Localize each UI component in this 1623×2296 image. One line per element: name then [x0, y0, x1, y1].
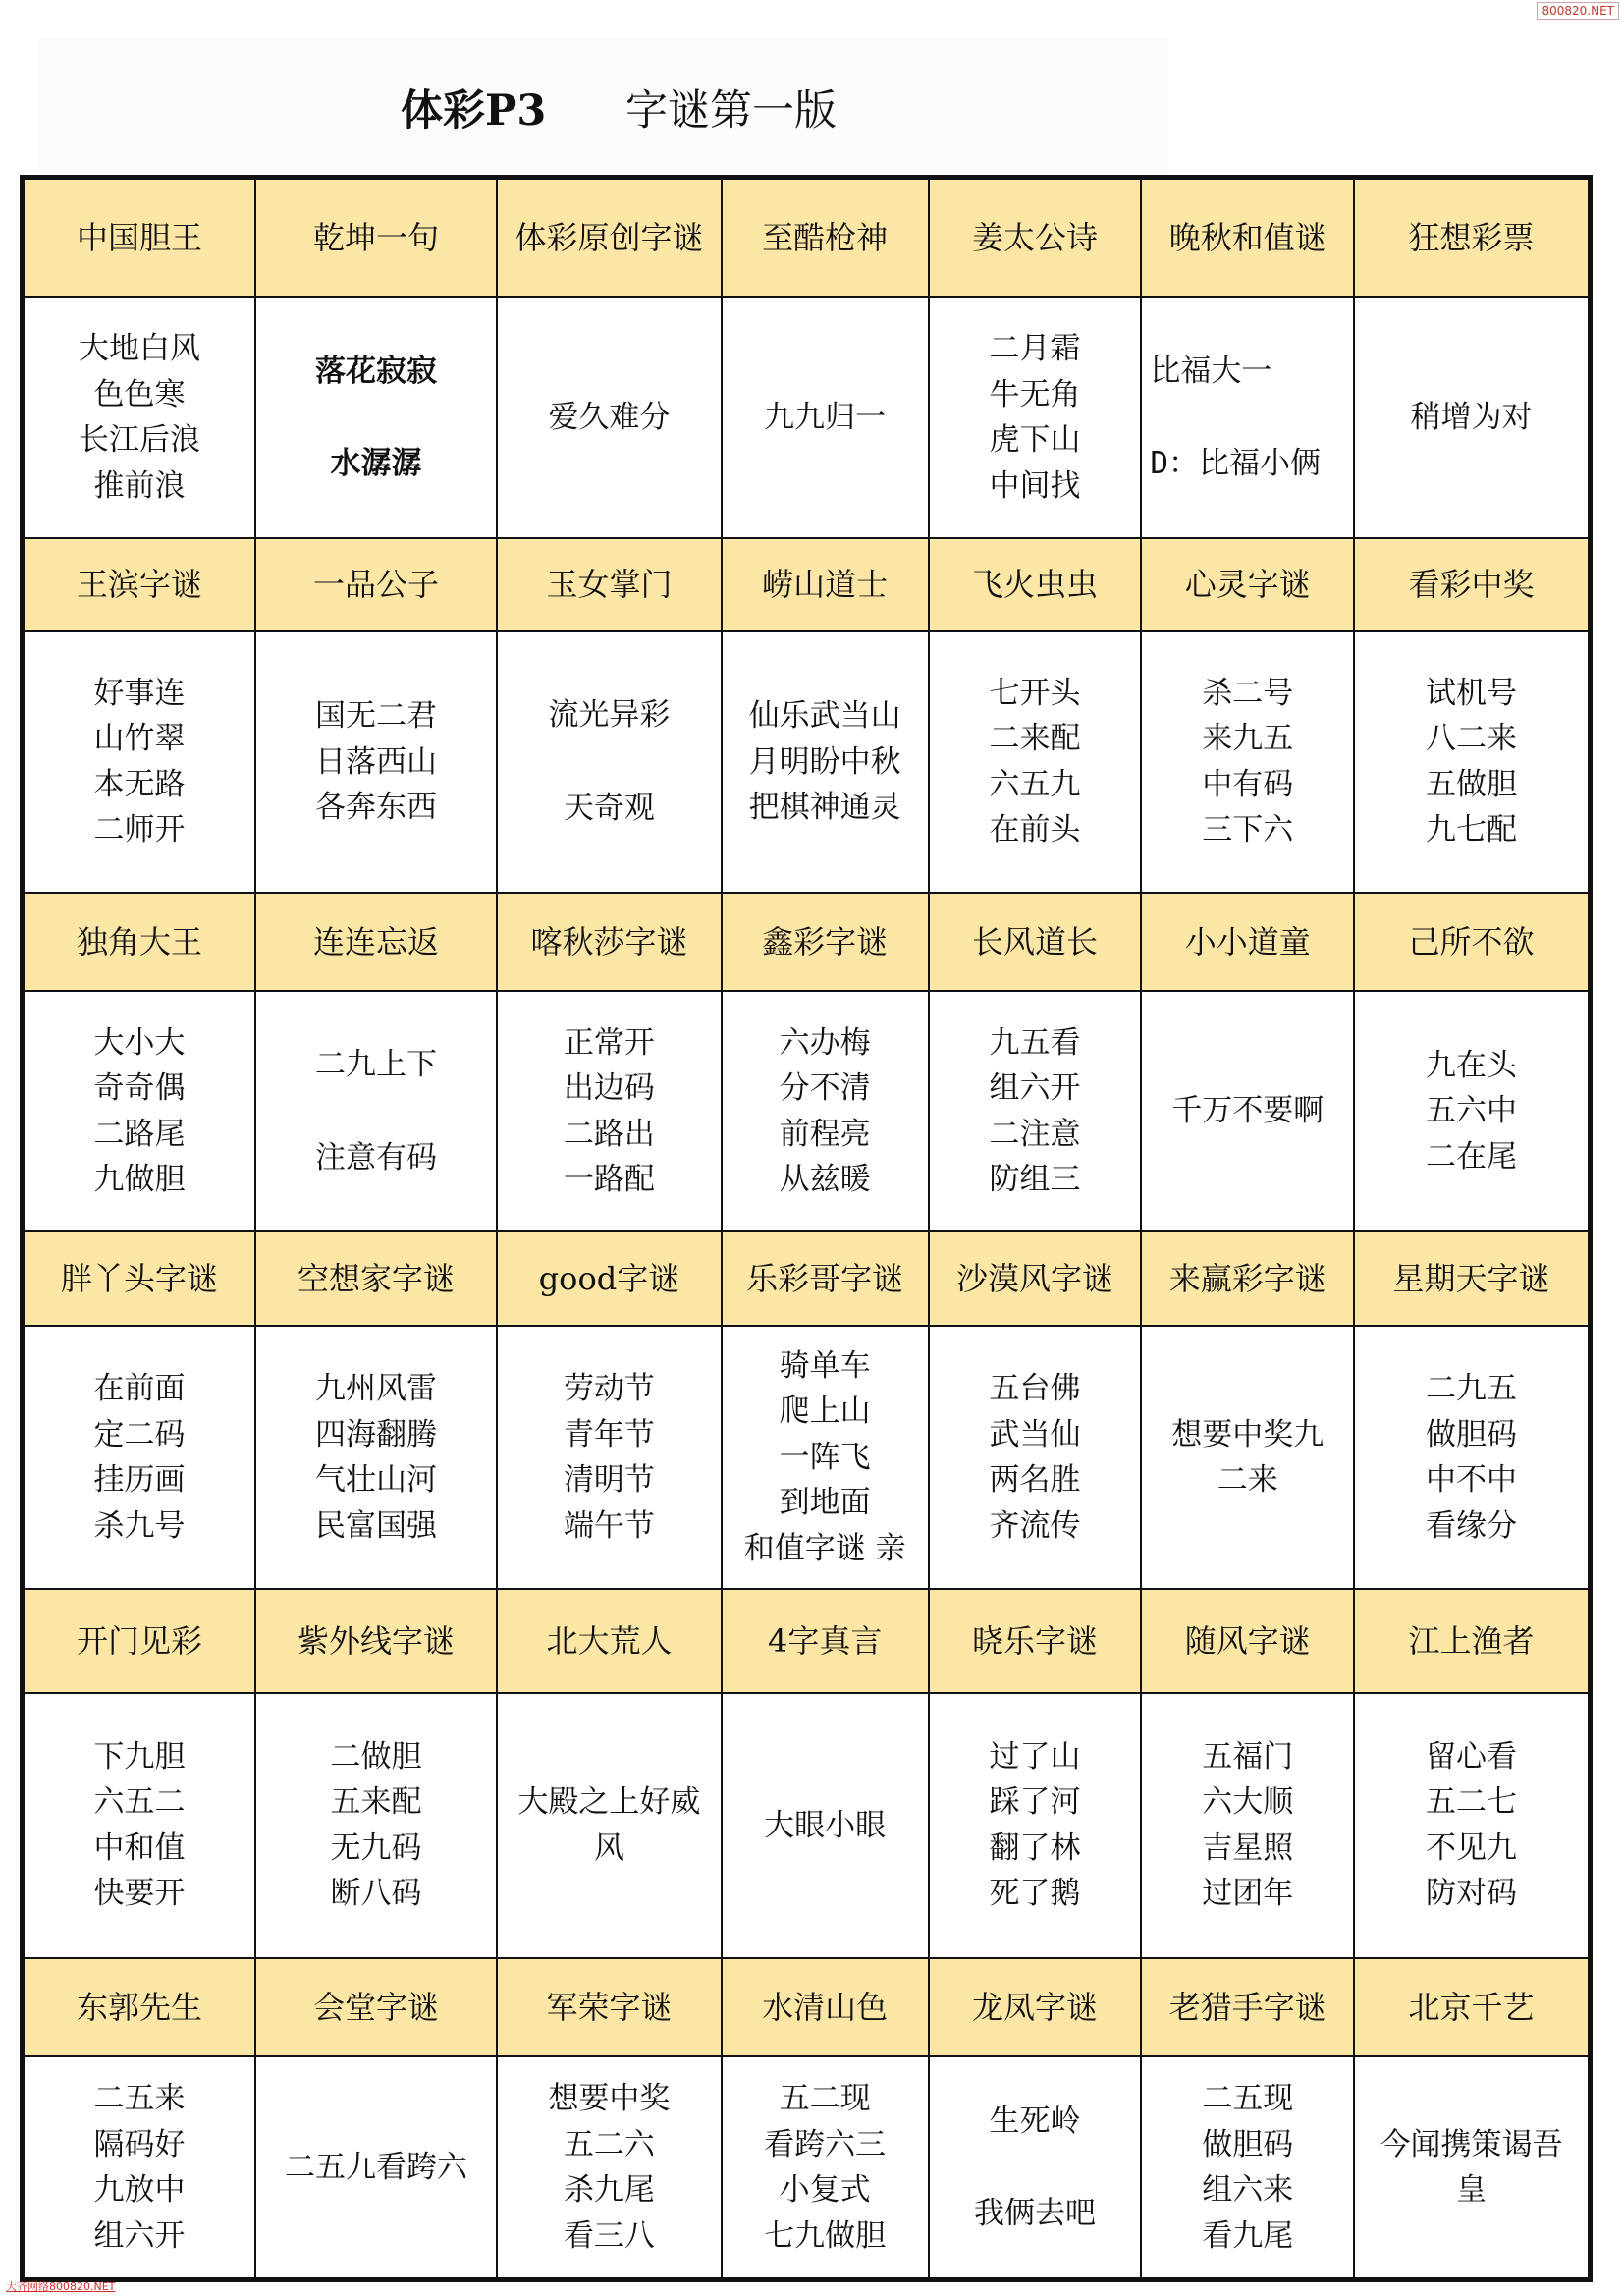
riddle-line: 好事连	[93, 675, 186, 711]
column-header: 江上渔者	[1354, 1589, 1589, 1692]
riddle-line: 正常开	[563, 1024, 655, 1061]
riddle-cell	[255, 1326, 497, 1590]
riddle-line: 五台佛	[989, 1371, 1081, 1406]
riddle-cell	[1354, 1693, 1589, 1959]
riddle-line: 色色寒	[93, 376, 186, 412]
riddle-line: 吉星照	[1202, 1830, 1294, 1866]
riddle-cell	[1354, 631, 1589, 893]
riddle-row	[24, 991, 1589, 1232]
riddle-cell	[1141, 1693, 1354, 1959]
riddle-line: 中有码	[1202, 766, 1294, 802]
riddle-line: 组六来	[1202, 2172, 1294, 2209]
riddle-cell	[255, 1693, 497, 1959]
riddle-line: 从兹暖	[779, 1162, 871, 1198]
riddle-line: 风	[593, 1830, 624, 1866]
riddle-line: 大殿之上好威	[517, 1784, 701, 1821]
header-row	[24, 538, 1589, 631]
riddle-line: 死了鹅	[989, 1876, 1081, 1912]
riddle-line: 试机号	[1426, 675, 1518, 711]
riddle-line: 齐流传	[989, 1507, 1081, 1544]
riddle-cell	[929, 2056, 1142, 2278]
column-header: good字谜	[497, 1231, 722, 1325]
column-header: 军荣字谜	[497, 1958, 722, 2056]
riddle-line: 看三八	[563, 2217, 655, 2254]
riddle-cell	[929, 991, 1142, 1232]
riddle-line: 稍增为对	[1410, 399, 1533, 435]
riddle-line: 防对码	[1426, 1876, 1518, 1912]
riddle-cell	[1141, 2056, 1354, 2278]
riddle-line: 做胆码	[1202, 2126, 1294, 2162]
column-header: 连连忘返	[255, 893, 497, 991]
column-header: 紫外线字谜	[255, 1589, 497, 1692]
riddle-line: 看九尾	[1202, 2217, 1294, 2254]
riddle-line: 在前头	[989, 812, 1081, 848]
header-row	[24, 1231, 1589, 1325]
column-header: 王滨字谜	[24, 538, 255, 631]
riddle-cell	[497, 1693, 722, 1959]
riddle-line: 六大顺	[1202, 1784, 1294, 1821]
riddle-line: 日落西山	[315, 743, 438, 780]
riddle-line: 七九做胆	[764, 2217, 887, 2254]
column-header: 喀秋莎字谜	[497, 893, 722, 991]
riddle-cell	[255, 991, 497, 1232]
riddle-line: 二五来	[93, 2081, 186, 2117]
column-header: 狂想彩票	[1354, 179, 1589, 297]
riddle-line: 虎下山	[989, 422, 1081, 459]
header-row	[24, 893, 1589, 991]
column-header: 晚秋和值谜	[1141, 179, 1354, 297]
riddle-cell	[722, 297, 929, 538]
riddle-line: 九七配	[1426, 812, 1518, 848]
riddle-line: 五二六	[563, 2126, 655, 2162]
riddle-line: 中间找	[989, 467, 1081, 504]
riddle-line: 大地白风	[78, 331, 200, 367]
riddle-cell	[1354, 297, 1589, 538]
riddle-row	[24, 2056, 1589, 2278]
column-header: 一品公子	[255, 538, 497, 631]
riddle-line: 二来	[1217, 1462, 1278, 1498]
riddle-line: 分不清	[779, 1070, 871, 1107]
column-header: 开门见彩	[24, 1589, 255, 1692]
riddle-line: 皇	[1456, 2172, 1488, 2209]
riddle-row	[24, 297, 1589, 538]
column-header: 小小道童	[1141, 893, 1354, 991]
riddle-line: 九做胆	[93, 1162, 186, 1198]
riddle-cell	[24, 1693, 255, 1959]
title-banner	[39, 37, 1168, 173]
title-left: 体彩P3	[401, 86, 547, 136]
riddle-line: 二九五	[1426, 1371, 1518, 1406]
riddle-cell	[1141, 297, 1354, 538]
riddle-line: 二五现	[1202, 2081, 1294, 2117]
riddle-line: 清明节	[563, 1462, 655, 1498]
riddle-cell	[497, 297, 722, 538]
column-header: 星期天字谜	[1354, 1231, 1589, 1325]
riddle-line: 推前浪	[93, 467, 186, 504]
riddle-cell	[497, 991, 722, 1232]
column-header: 胖丫头字谜	[24, 1231, 255, 1325]
riddle-cell	[497, 2056, 722, 2278]
riddle-cell	[929, 297, 1142, 538]
riddle-line: 六五九	[989, 766, 1081, 802]
riddle-line: 国无二君	[315, 698, 438, 735]
riddle-line: 杀九号	[93, 1507, 186, 1544]
riddle-line: 杀九尾	[563, 2172, 655, 2209]
column-header: 会堂字谜	[255, 1958, 497, 2056]
riddle-cell	[255, 631, 497, 893]
riddle-line: 中和值	[93, 1830, 186, 1866]
header-row	[24, 179, 1589, 297]
column-header: 龙凤字谜	[929, 1958, 1142, 2056]
riddle-line: 五六中	[1426, 1093, 1518, 1129]
riddle-line: 八二来	[1426, 721, 1518, 757]
column-header: 乾坤一句	[255, 179, 497, 297]
watermark-top: 800820.NET	[1537, 2, 1619, 20]
riddle-cell	[1354, 1326, 1589, 1590]
column-header: 老猎手字谜	[1141, 1958, 1354, 2056]
column-header: 随风字谜	[1141, 1589, 1354, 1692]
riddle-line: 青年节	[563, 1416, 655, 1452]
riddle-line: 看跨六三	[764, 2126, 887, 2162]
riddle-line: 一路配	[563, 1162, 655, 1198]
riddle-cell	[497, 1326, 722, 1590]
riddle-line: 天奇观	[563, 790, 655, 826]
riddle-line: 和值字谜 亲	[743, 1530, 906, 1566]
riddle-line: 我俩去吧	[973, 2196, 1096, 2232]
riddle-line: 五来配	[330, 1784, 422, 1821]
riddle-row	[24, 1326, 1589, 1590]
column-header: 玉女掌门	[497, 538, 722, 631]
riddle-line: 隔码好	[93, 2126, 186, 2162]
riddle-line: 仙乐武当山	[748, 698, 901, 735]
column-header: 4字真言	[722, 1589, 929, 1692]
riddle-line: 断八码	[330, 1876, 422, 1912]
riddle-line: 二路出	[563, 1116, 655, 1152]
riddle-line: 奇奇偶	[93, 1070, 186, 1107]
riddle-cell	[1141, 1326, 1354, 1590]
riddle-line: 二做胆	[330, 1738, 422, 1775]
riddle-line: 中不中	[1426, 1462, 1518, 1498]
column-header: 空想家字谜	[255, 1231, 497, 1325]
column-header: 姜太公诗	[929, 179, 1142, 297]
riddle-cell	[722, 991, 929, 1232]
riddle-line: 各奔东西	[315, 790, 438, 826]
column-header: 飞火虫虫	[929, 538, 1142, 631]
riddle-line: 山竹翠	[93, 721, 186, 757]
riddle-line: 注意有码	[315, 1139, 438, 1175]
riddle-line: 大眼小眼	[764, 1807, 887, 1843]
riddle-line: 今闻携策谒吾	[1380, 2126, 1563, 2162]
column-header: 长风道长	[929, 893, 1142, 991]
riddle-line: 生死岭	[989, 2103, 1081, 2139]
riddle-line: 两名胜	[989, 1462, 1081, 1498]
riddle-line: 留心看	[1426, 1738, 1518, 1775]
riddle-line: 本无路	[93, 766, 186, 802]
riddle-cell	[1354, 2056, 1589, 2278]
riddle-cell	[929, 1326, 1142, 1590]
riddle-line: 五二七	[1426, 1784, 1518, 1821]
riddle-table	[23, 178, 1590, 2279]
riddle-cell	[24, 297, 255, 538]
riddle-line: 五二现	[779, 2081, 871, 2117]
riddle-line: 爬上山	[779, 1394, 871, 1430]
riddle-line: 比福大一	[1150, 353, 1272, 389]
riddle-line: 前程亮	[779, 1116, 871, 1152]
riddle-line: 武当仙	[989, 1416, 1081, 1452]
column-header: 独角大王	[24, 893, 255, 991]
riddle-line: 来九五	[1202, 721, 1294, 757]
column-header: 中国胆王	[24, 179, 255, 297]
column-header: 至酷枪神	[722, 179, 929, 297]
riddle-line: 气壮山河	[315, 1462, 438, 1498]
riddle-cell	[24, 2056, 255, 2278]
riddle-line: 二师开	[93, 812, 186, 848]
riddle-line: 不见九	[1426, 1830, 1518, 1866]
riddle-line: 快要开	[93, 1876, 186, 1912]
riddle-line: 组六开	[93, 2217, 186, 2254]
riddle-row	[24, 631, 1589, 893]
riddle-line: 九九归一	[764, 399, 887, 435]
riddle-line: 二在尾	[1426, 1138, 1518, 1175]
column-header: 崂山道士	[722, 538, 929, 631]
riddle-line: 挂历画	[93, 1462, 186, 1498]
column-header: 晓乐字谜	[929, 1589, 1142, 1692]
riddle-line: 三下六	[1202, 812, 1294, 848]
riddle-line: 大小大	[93, 1024, 186, 1061]
column-header: 心灵字谜	[1141, 538, 1354, 631]
riddle-line: 二五九看跨六	[285, 2149, 468, 2185]
riddle-line: 踩了河	[989, 1784, 1081, 1821]
riddle-line: 水潺潺	[330, 446, 422, 482]
riddle-line: 九在头	[1426, 1047, 1518, 1083]
riddle-line: 防组三	[989, 1162, 1081, 1198]
riddle-line: 无九码	[330, 1830, 422, 1866]
riddle-line: 七开头	[989, 675, 1081, 711]
riddle-line: 定二码	[93, 1416, 186, 1452]
riddle-line: D：比福小俩	[1150, 446, 1321, 482]
header-row	[24, 1589, 1589, 1692]
riddle-line: 在前面	[93, 1371, 186, 1406]
riddle-line: 出边码	[563, 1070, 655, 1107]
riddle-line: 流光异彩	[548, 697, 671, 734]
riddle-line: 过团年	[1202, 1876, 1294, 1912]
riddle-line: 千万不要啊	[1171, 1093, 1325, 1129]
riddle-line: 下九胆	[93, 1738, 186, 1775]
riddle-line: 五福门	[1202, 1738, 1294, 1775]
riddle-cell	[722, 2056, 929, 2278]
riddle-line: 五做胆	[1426, 766, 1518, 802]
riddle-cell	[255, 2056, 497, 2278]
riddle-line: 一阵飞	[779, 1439, 871, 1475]
riddle-cell	[722, 1326, 929, 1590]
riddle-cell	[497, 631, 722, 893]
riddle-line: 看缘分	[1426, 1507, 1518, 1544]
riddle-line: 把棋神通灵	[748, 790, 901, 826]
riddle-line: 端午节	[563, 1507, 655, 1544]
riddle-line: 二九上下	[315, 1047, 438, 1083]
header-row	[24, 1958, 1589, 2056]
riddle-line: 二来配	[989, 721, 1081, 757]
riddle-line: 过了山	[989, 1738, 1081, 1775]
riddle-line: 骑单车	[779, 1347, 871, 1384]
title-right: 字谜第一版	[625, 86, 837, 136]
riddle-line: 想要中奖九	[1171, 1416, 1325, 1452]
watermark-bottom: 大齐网络800820.NET	[6, 2280, 116, 2293]
riddle-line: 九放中	[93, 2172, 186, 2209]
column-header: 东郭先生	[24, 1958, 255, 2056]
riddle-line: 落花寂寂	[315, 353, 438, 389]
riddle-cell	[1141, 631, 1354, 893]
column-header: 北京千艺	[1354, 1958, 1589, 2056]
riddle-line: 二路尾	[93, 1116, 186, 1152]
riddle-line: 民富国强	[315, 1507, 438, 1544]
riddle-cell	[24, 1326, 255, 1590]
riddle-cell	[1141, 991, 1354, 1232]
riddle-line: 到地面	[779, 1485, 871, 1521]
riddle-line: 六办梅	[779, 1024, 871, 1061]
riddle-line: 做胆码	[1426, 1416, 1518, 1452]
riddle-cell	[929, 631, 1142, 893]
riddle-line: 长江后浪	[78, 422, 200, 459]
riddle-line: 二月霜	[989, 331, 1081, 367]
riddle-cell	[255, 297, 497, 538]
riddle-cell	[24, 991, 255, 1232]
column-header: 体彩原创字谜	[497, 179, 722, 297]
column-header: 水清山色	[722, 1958, 929, 2056]
riddle-line: 九五看	[989, 1024, 1081, 1061]
riddle-cell	[929, 1693, 1142, 1959]
riddle-cell	[722, 631, 929, 893]
column-header: 乐彩哥字谜	[722, 1231, 929, 1325]
riddle-row	[24, 1693, 1589, 1959]
riddle-line: 牛无角	[989, 376, 1081, 412]
riddle-line: 爱久难分	[548, 399, 671, 435]
riddle-line: 翻了林	[989, 1830, 1081, 1866]
riddle-line: 二注意	[989, 1116, 1081, 1152]
column-header: 鑫彩字谜	[722, 893, 929, 991]
column-header: 沙漠风字谜	[929, 1231, 1142, 1325]
riddle-line: 想要中奖	[548, 2081, 671, 2117]
column-header: 看彩中奖	[1354, 538, 1589, 631]
column-header: 北大荒人	[497, 1589, 722, 1692]
riddle-cell	[24, 631, 255, 893]
riddle-cell	[722, 1693, 929, 1959]
riddle-cell	[1354, 991, 1589, 1232]
riddle-line: 九州风雷	[315, 1371, 438, 1406]
riddle-line: 劳动节	[563, 1371, 655, 1406]
riddle-line: 月明盼中秋	[748, 743, 901, 780]
riddle-line: 组六开	[989, 1070, 1081, 1107]
column-header: 己所不欲	[1354, 893, 1589, 991]
column-header: 来赢彩字谜	[1141, 1231, 1354, 1325]
riddle-line: 四海翻腾	[315, 1416, 438, 1452]
riddle-table-container	[20, 175, 1593, 2282]
riddle-line: 六五二	[93, 1784, 186, 1821]
riddle-line: 杀二号	[1202, 675, 1294, 711]
riddle-line: 小复式	[779, 2172, 871, 2209]
